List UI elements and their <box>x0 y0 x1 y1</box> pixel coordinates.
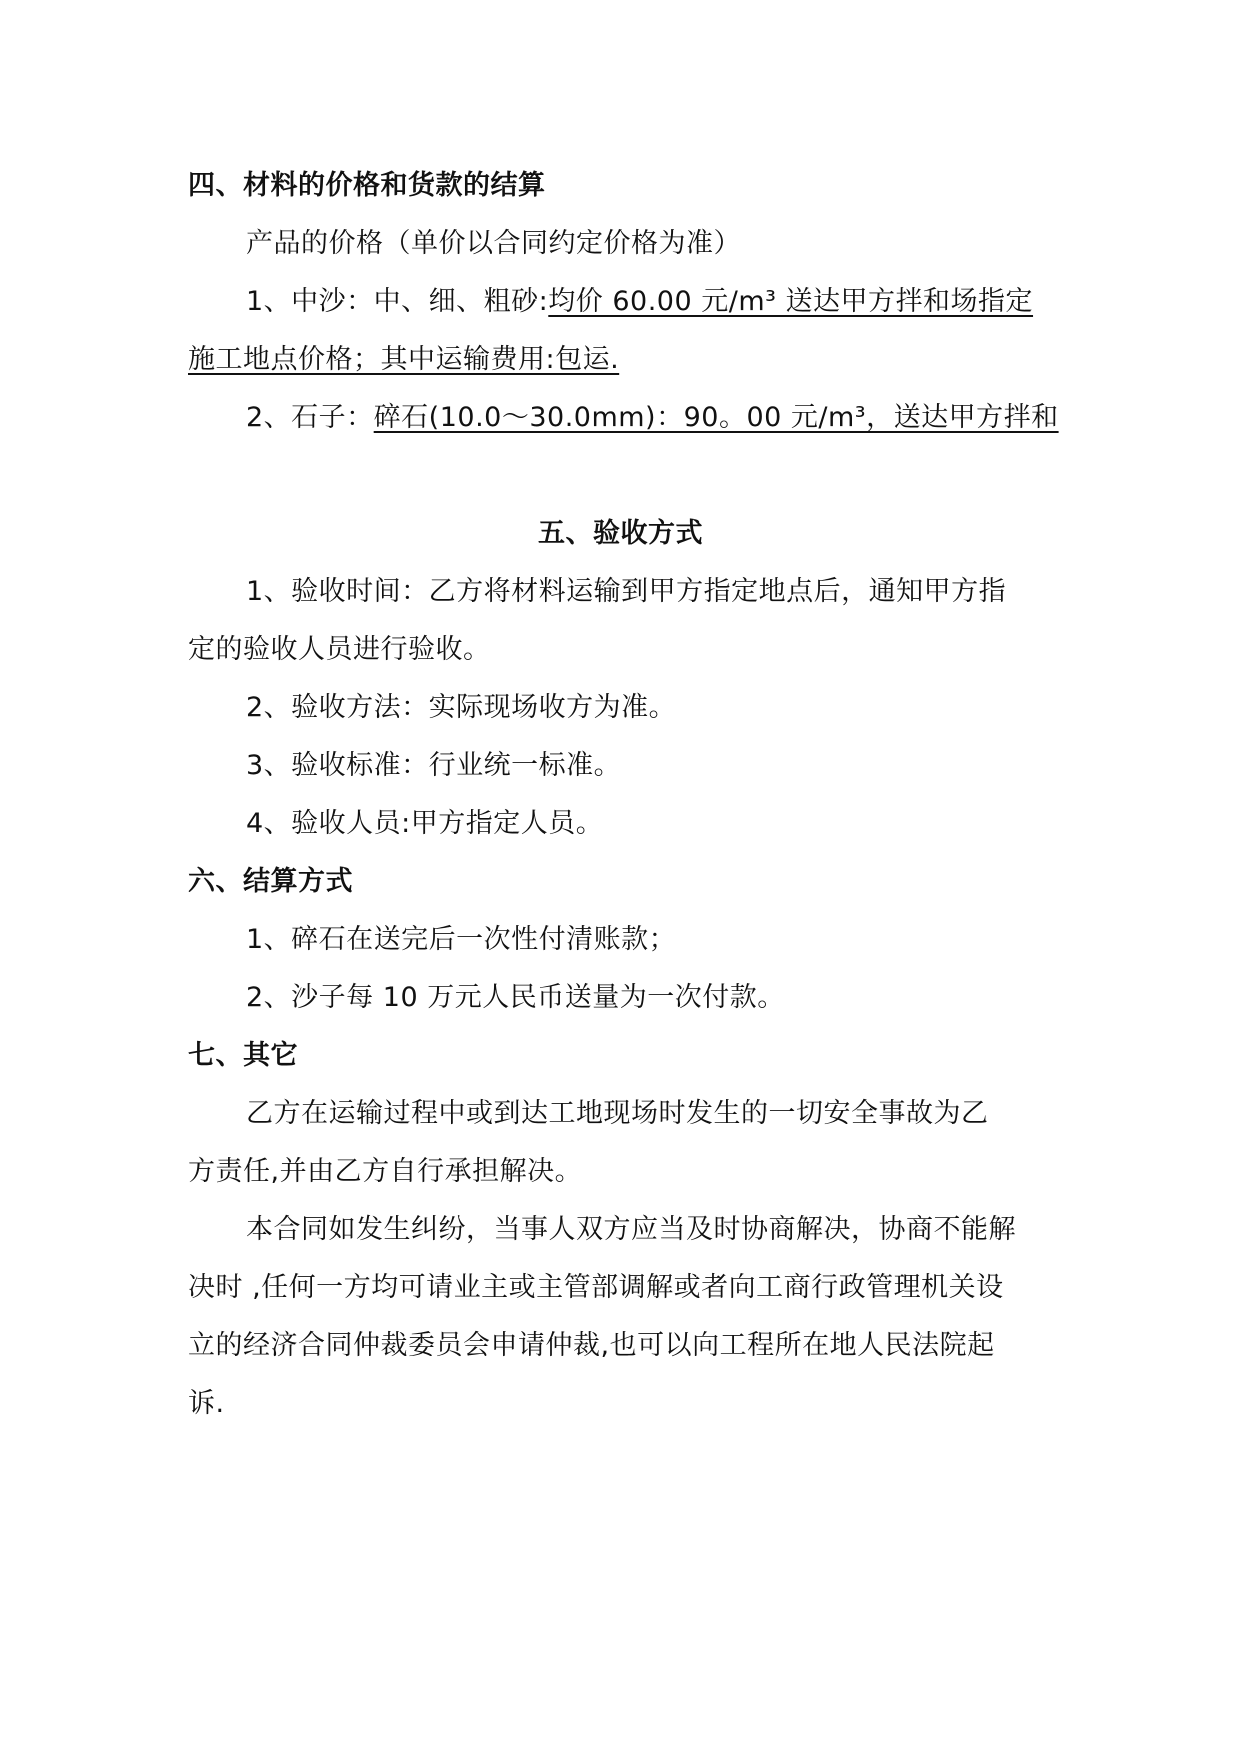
section7-para2-line3: 立的经济合同仲裁委员会申请仲裁,也可以向工程所在地人民法院起 <box>188 1330 995 1361</box>
section5-item1-line2: 定的验收人员进行验收。 <box>188 634 491 665</box>
section6-heading: 六、结算方式 <box>188 866 353 897</box>
section4-item1-price: 均价 60.00 元/m³ 送达甲方拌和场指定 <box>548 286 1034 317</box>
section7-para2-line1: 本合同如发生纠纷，当事人双方应当及时协商解决，协商不能解 <box>246 1214 1016 1245</box>
section5-item2: 2、验收方法：实际现场收方为准。 <box>246 692 677 723</box>
section4-item1-continued: 施工地点价格；其中运输费用:包运. <box>188 344 620 375</box>
section6-item2: 2、沙子每 10 万元人民币送量为一次付款。 <box>246 982 785 1013</box>
section7-heading: 七、其它 <box>188 1040 298 1071</box>
section5-item3: 3、验收标准：行业统一标准。 <box>246 750 622 781</box>
section7-para2-line2: 决时 ,任何一方均可请业主或主管部调解或者向工商行政管理机关设 <box>188 1272 1004 1303</box>
section4-heading: 四、材料的价格和货款的结算 <box>188 170 546 201</box>
section6-item1: 1、碎石在送完后一次性付清账款； <box>246 924 677 955</box>
section5-heading: 五、验收方式 <box>538 518 703 549</box>
section7-para2-line4: 诉. <box>188 1388 225 1419</box>
section4-item2-prefix: 2、石子： <box>246 402 374 433</box>
section7-para1-line2: 方责任,并由乙方自行承担解决。 <box>188 1156 583 1187</box>
section4-item1 <box>246 282 1058 322</box>
section7-para1-line1: 乙方在运输过程中或到达工地现场时发生的一切安全事故为乙 <box>246 1098 989 1129</box>
section4-intro: 产品的价格（单价以合同约定价格为准） <box>246 228 741 259</box>
section4-item1-prefix: 1、中沙：中、细、粗砂: <box>246 286 549 317</box>
section5-item1-line1: 1、验收时间：乙方将材料运输到甲方指定地点后，通知甲方指 <box>246 576 1007 607</box>
section4-item2-price: 碎石(10.0～30.0mm)：90。00 元/m³，送达甲方拌和 <box>373 402 1059 433</box>
section4-item2 <box>246 398 1058 438</box>
section5-item4: 4、验收人员:甲方指定人员。 <box>246 808 604 839</box>
